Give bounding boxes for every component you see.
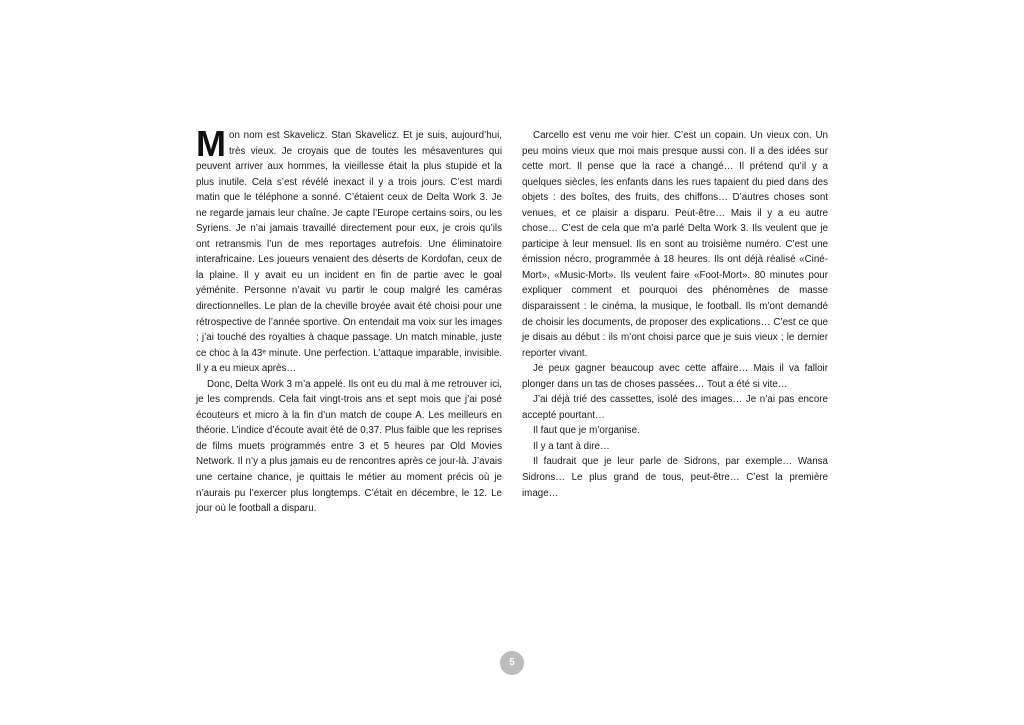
right-text-column — [522, 128, 828, 501]
opening-paragraph — [196, 123, 502, 377]
drop-cap: M — [196, 123, 226, 164]
paragraph: Il y a tant à dire… — [533, 440, 610, 452]
paragraph: Je peux gagner beaucoup avec cette affaire… Mais il va falloir plonger dans un tas de choses passées… Tout a été si vite… — [522, 363, 828, 390]
paragraph: Il faut que je m’organise. — [533, 425, 640, 437]
paragraph: Carcello est venu me voir hier. C’est un copain. Un vieux con. Un peu moins vieux que moi mais presque aussi con. Il a des idées sur cette mort. Il pense que la race a changé… Il prétend qu’il y a quelques siècles, les enfants dans les rues tapaient du pied dans des objets : des boîtes, des fruits, des chiffons… D’autres choses sont venues, et ce plaisir a disparu. Peut-être… Mais il y a eu autre chose… C’est de cela que m’a parlé Delta Work 3. Ils veulent que je participe à leur mensuel. Ils en sont au troisième numéro. C’est une émission nécro, programmée à 18 heures. Ils ont déjà réalisé «Ciné-Mort», «Music-Mort». Ils veulent faire «Foot-Mort». 80 minutes pour expliquer comment et pourquoi des phénomènes de masse disparaissent : le cinéma, la musique, le football. Ils m’ont demandé de choisir les documents, de proposer des explications… C’est ce que je disais au début : ils m’ont choisi parce que je suis vieux ; le dernier reporter vivant. — [522, 130, 828, 359]
paragraph: Il faudrait que je leur parle de Sidrons, par exemple… Wansa Sidrons… Le plus grand de tous, peut-être… C’est la première image… — [522, 456, 828, 499]
paragraph: Donc, Delta Work 3 m’a appelé. Ils ont eu du mal à me retrouver ici, je les comprends. Cela fait vingt-trois ans et sept mois que j’ai posé écouteurs et micro à la fin d’un match de coupe A. Les meilleurs en théorie. L’indice d’écoute avait été de 0,37. Plus faible que les reprises de films muets programmés entre 3 et 5 heures par Old Movies Network. Il n’y a plus jamais eu de rencontres après ce jour-là. J’avais une certaine chance, je quittais le métier au moment précis où je n’aurais pu l’exercer plus longtemps. C’était en décembre, le 12. Le jour où le football a disparu. — [196, 378, 502, 515]
page-number-badge: 5 — [500, 651, 524, 675]
left-text-column — [196, 123, 502, 517]
paragraph: J’ai déjà trié des cassettes, isolé des images… Je n’ai pas encore accepté pourtant… — [522, 394, 828, 421]
opening-paragraph-text: on nom est Skavelicz. Stan Skavelicz. Et je suis, aujourd’hui, très vieux. Je croyais que de toutes les mésaventures qui peuvent arriver aux hommes, la vieillesse était la plus stupide et la plus inutile. Cela s’est révélé inexact il y a trois jours. C’est mardi matin que le téléphone a sonné. C’étaient ceux de Delta Work 3. Je ne regarde jamais leur chaîne. Je capte l’Europe certains soirs, ou les Syriens. Je n’ai jamais travaillé directement pour eux, je crois qu’ils ont retransmis l’un de mes reportages autrefois. Une éliminatoire interafricaine. Les joueurs venaient des déserts de Kordofan, ceux de la plaine. Il y avait eu un incident en fin de partie avec le goal yéménite. Personne n’avait vu partir le coup malgré les caméras directionnelles. Le plan de la cheville broyée avait été choisi pour une rétrospective de l’année sportive. On entendait ma voix sur les images ; j’ai touché des royalties à chaque passage. Un match minable, juste ce choc à la 43ᵉ minute. Une perfection. L’attaque imparable, invisible. Il y a eu mieux après… — [196, 130, 502, 375]
